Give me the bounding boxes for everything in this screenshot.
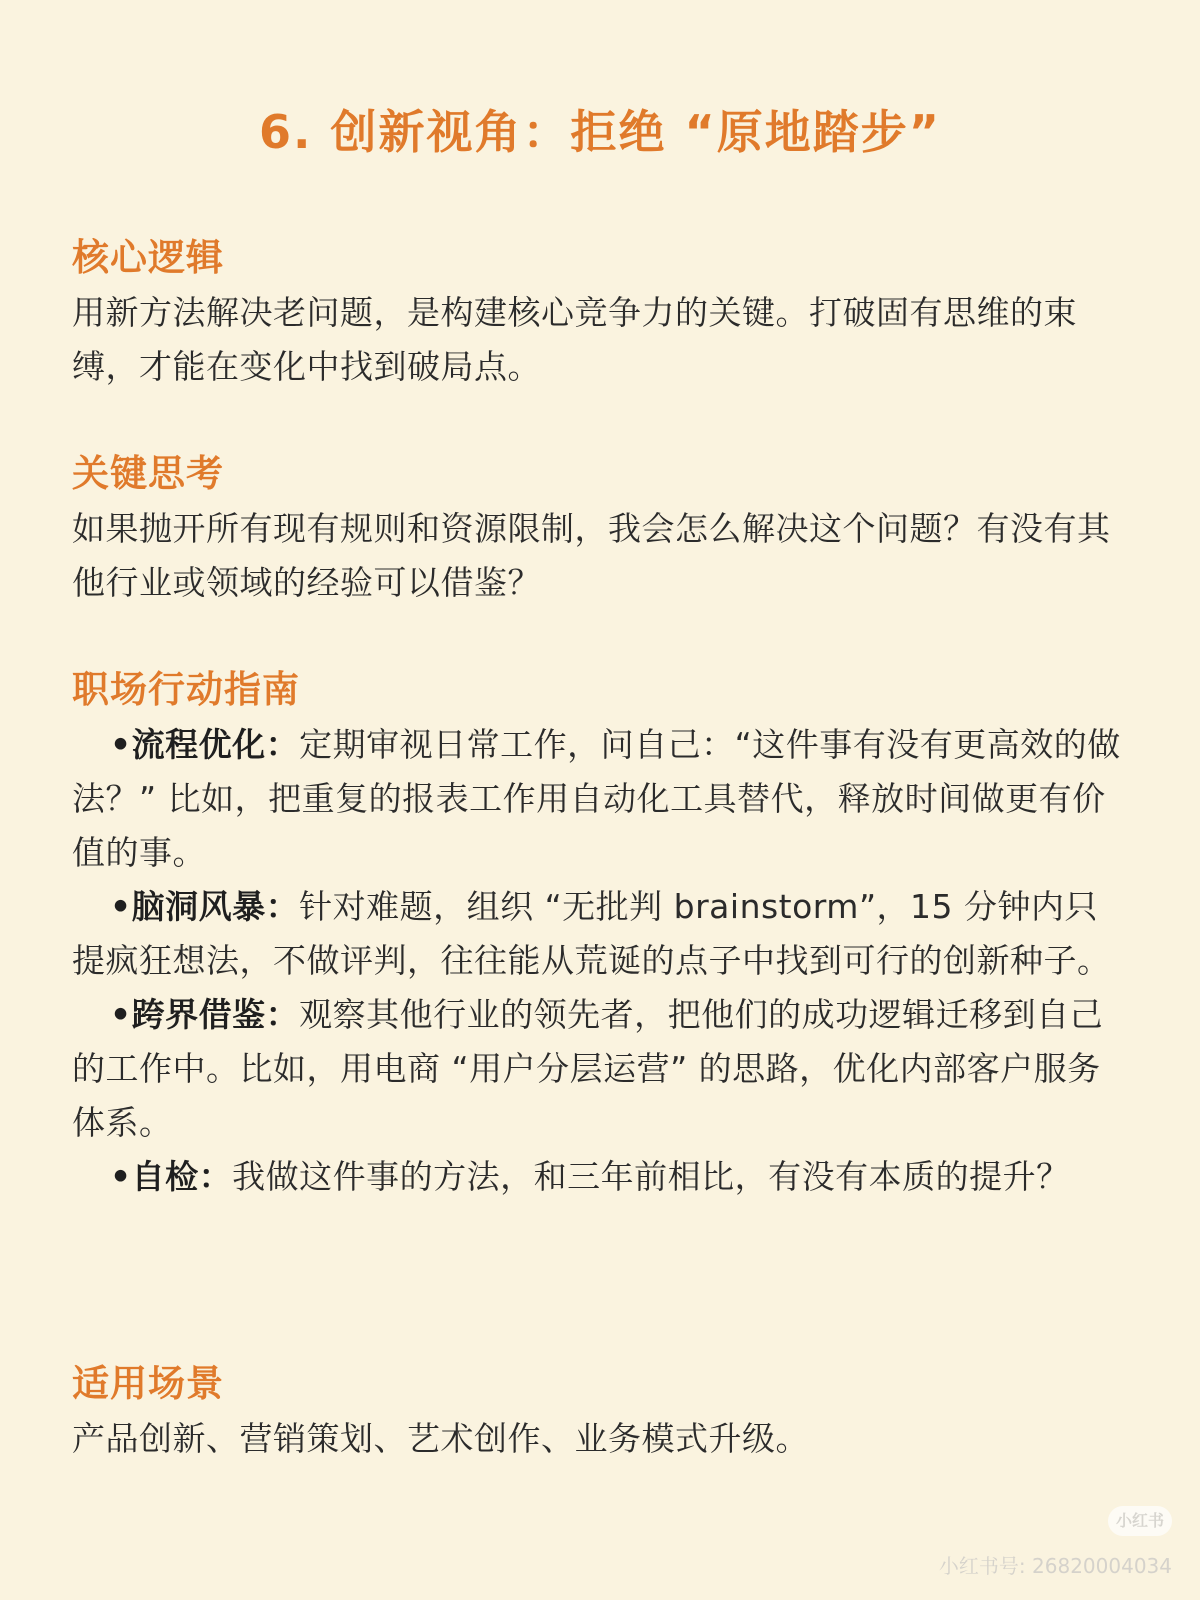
page-title: 6. 创新视角：拒绝 “原地踏步”: [259, 105, 941, 159]
bullet-lead: •自检：: [110, 1157, 233, 1196]
bullet-text: 定期审视日常工作，问自己：“这件事有没有更高效的做法？” 比如，把重复的报表工作用自动化工具替代，释放时间做更有价值的事。: [72, 725, 1121, 872]
section-heading: 核心逻辑: [72, 236, 224, 279]
section-action-guide: [72, 662, 1128, 1204]
section-heading: 职场行动指南: [72, 668, 300, 711]
section-heading: 适用场景: [72, 1362, 224, 1405]
section-text: 产品创新、营销策划、艺术创作、业务模式升级。: [72, 1419, 809, 1458]
bullet-lead: •跨界借鉴：: [110, 995, 300, 1034]
bullet-lead: •流程优化：: [110, 725, 300, 764]
section-text: 用新方法解决老问题，是构建核心竞争力的关键。打破固有思维的束缚，才能在变化中找到破局点。: [72, 293, 1077, 386]
bullet-text: 针对难题，组织 “无批判 brainstorm”，15 分钟内只提疯狂想法，不做评判，往往能从荒诞的点子中找到可行的创新种子。: [72, 887, 1111, 980]
section-text: 如果抛开所有现有规则和资源限制，我会怎么解决这个问题？有没有其他行业或领域的经验可以借鉴？: [72, 509, 1111, 602]
bullet-item: [72, 880, 1128, 988]
bullet-item: [72, 718, 1128, 880]
bullet-item: [72, 988, 1128, 1150]
watermark-badge: 小红书: [1108, 1506, 1172, 1536]
bullet-text: 观察其他行业的领先者，把他们的成功逻辑迁移到自己的工作中。比如，用电商 “用户分层运营” 的思路，优化内部客户服务体系。: [72, 995, 1104, 1142]
watermark-id: 小红书号: 2682000​4034: [938, 1554, 1172, 1578]
section-core-logic: [72, 230, 1128, 394]
bullet-lead: •脑洞风暴：: [110, 887, 300, 926]
section-heading: 关键思考: [72, 452, 224, 495]
bullet-text: 我做这件事的方法，和三年前相比，有没有本质的提升？: [232, 1157, 1070, 1196]
bullet-item: [72, 1150, 1128, 1204]
section-key-thinking: [72, 446, 1128, 610]
section-scenarios: [72, 1356, 1128, 1466]
